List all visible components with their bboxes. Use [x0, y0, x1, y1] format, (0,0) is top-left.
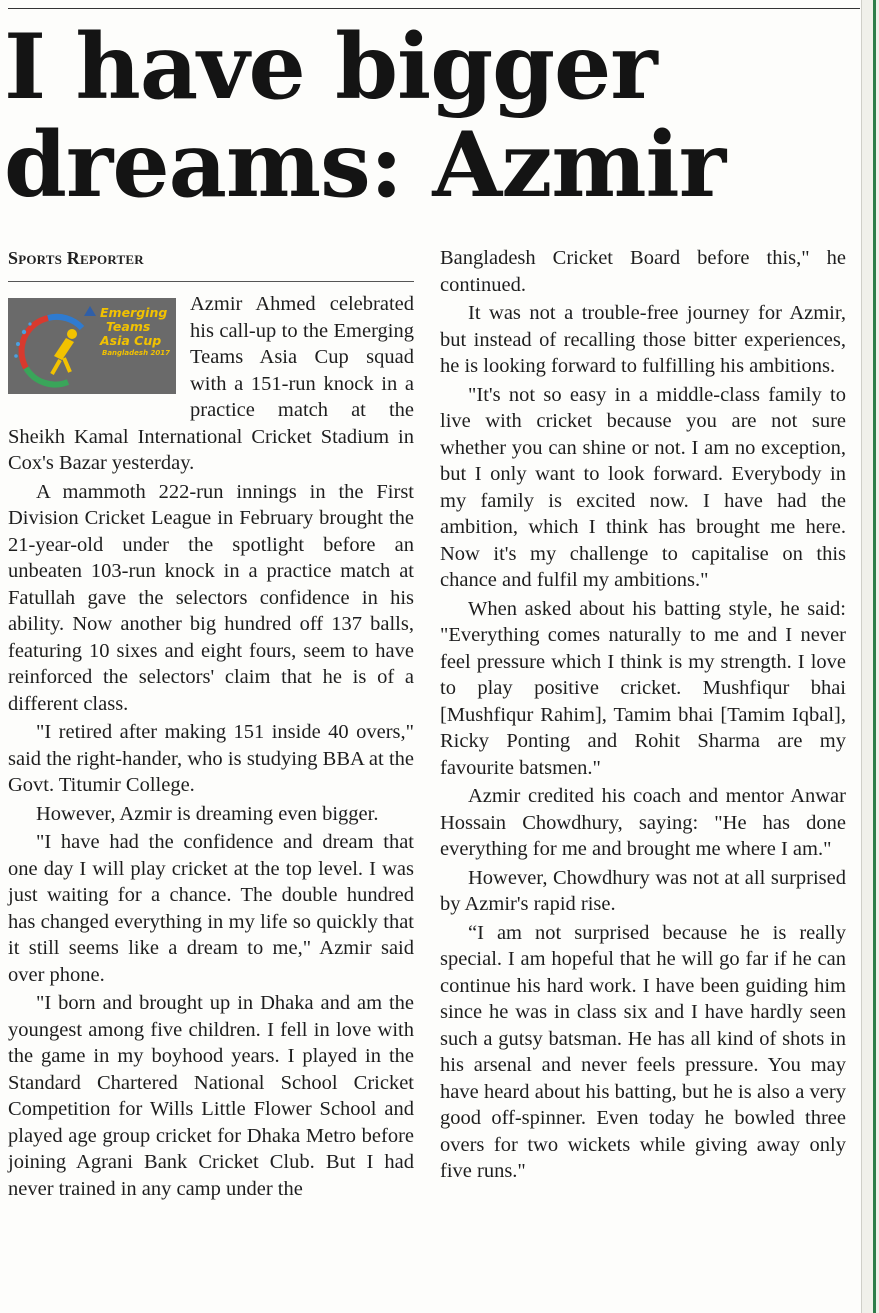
paragraph: “I am not surprised because he is really special. I am hopeful that he will go far if he can continue his hard work. I have been guiding him since he was in class six and I have hardly seen such a gutsy batsman. He has all kind of shots in his arsenal and never feels pressure. You may have heard about his batting, but he is also a very good off-spinner. Even today he bowled three overs for two wickets while giving away only five runs."	[440, 921, 846, 1182]
paragraph: When asked about his batting style, he said: "Everything comes naturally to me and I never feel pressure which I think is my strength. I love to play positive cricket. Mushfiqur bhai [Mushfiqur Rahim], Tamim bhai [Tamim Iqbal], Ricky Ponting and Rohit Sharma are my favourite batsmen."	[440, 597, 846, 779]
paragraph: "I born and brought up in Dhaka and am the youngest among five children. I fell in love with the game in my boyhood years. I played in the Standard Chartered National School Cricket Competition for Wills Little Flower School and played age group cricket for Dhaka Metro before joining Agrani Bank Cricket Club. But I had never trained in any camp under the	[8, 992, 414, 1200]
headline	[4, 14, 854, 218]
adjacent-column-edge	[861, 0, 879, 1313]
logo-text-teams: Teams	[106, 319, 151, 334]
green-margin-line	[873, 0, 876, 1313]
logo-text-emerging: Emerging	[100, 305, 168, 320]
paragraph: However, Chowdhury was not at all surprised by Azmir's rapid rise.	[440, 866, 846, 915]
paragraph: Azmir credited his coach and mentor Anwar Hossain Chowdhury, saying: "He has done everything for me and brought me where I am."	[440, 785, 846, 860]
paragraph: "I have had the confidence and dream that one day I will play cricket at the top level. I was just waiting for a chance. The double hundred has changed everything in my life so quickly that it still seems like a dream to me," Azmir said over phone.	[8, 831, 414, 986]
paragraph: It was not a trouble-free journey for Azmir, but instead of recalling those bitter experiences, he is looking forward to fulfilling his ambitions.	[440, 302, 846, 377]
logo-text-asia-cup: Asia Cup	[100, 333, 162, 348]
article-right-column	[440, 245, 846, 1187]
top-rule	[8, 8, 860, 9]
paragraph: A mammoth 222-run innings in the First Division Cricket League in February brought the 21-year-old under the spotlight before an unbeaten 103-run knock in a practice match at Fatullah gave the selectors confidence in his ability. Now another big hundred off 137 balls, featuring 10 sixes and eight fours, seem to have reinforced the selectors' claim that he is of a different class.	[8, 480, 414, 715]
paragraph-continued: Bangladesh Cricket Board before this," he continued.	[440, 247, 846, 296]
article-left-column	[8, 291, 414, 1204]
byline-rule	[8, 281, 414, 282]
paragraph: However, Azmir is dreaming even bigger.	[36, 802, 379, 825]
logo-text-bangladesh-2017: Bangladesh 2017	[101, 349, 170, 357]
paragraph: "It's not so easy in a middle-class family to live with cricket because you are not sure whether you can shine or not. I am no exception, but I only want to look forward. Everybody in my family is excited now. I have had the ambition, which I think has brought me here. Now it's my challenge to capitalise on this chance and fulfil my ambitions."	[440, 383, 846, 591]
headline-line-2: dreams: Azmir	[4, 112, 726, 218]
paragraph: Azmir Ahmed celebrated his call-up to the Emerging Teams Asia Cup squad with a 151-run knock in a practice match at the Sheikh Kamal International Cricket Stadium in Cox's Bazar yesterday.	[8, 293, 414, 474]
paragraph: "I retired after making 151 inside 40 overs," said the right-hander, who is studying BBA at the Govt. Titumir College.	[8, 721, 414, 796]
headline-line-1: I have bigger	[4, 14, 657, 120]
byline: Sports Reporter	[8, 248, 144, 268]
